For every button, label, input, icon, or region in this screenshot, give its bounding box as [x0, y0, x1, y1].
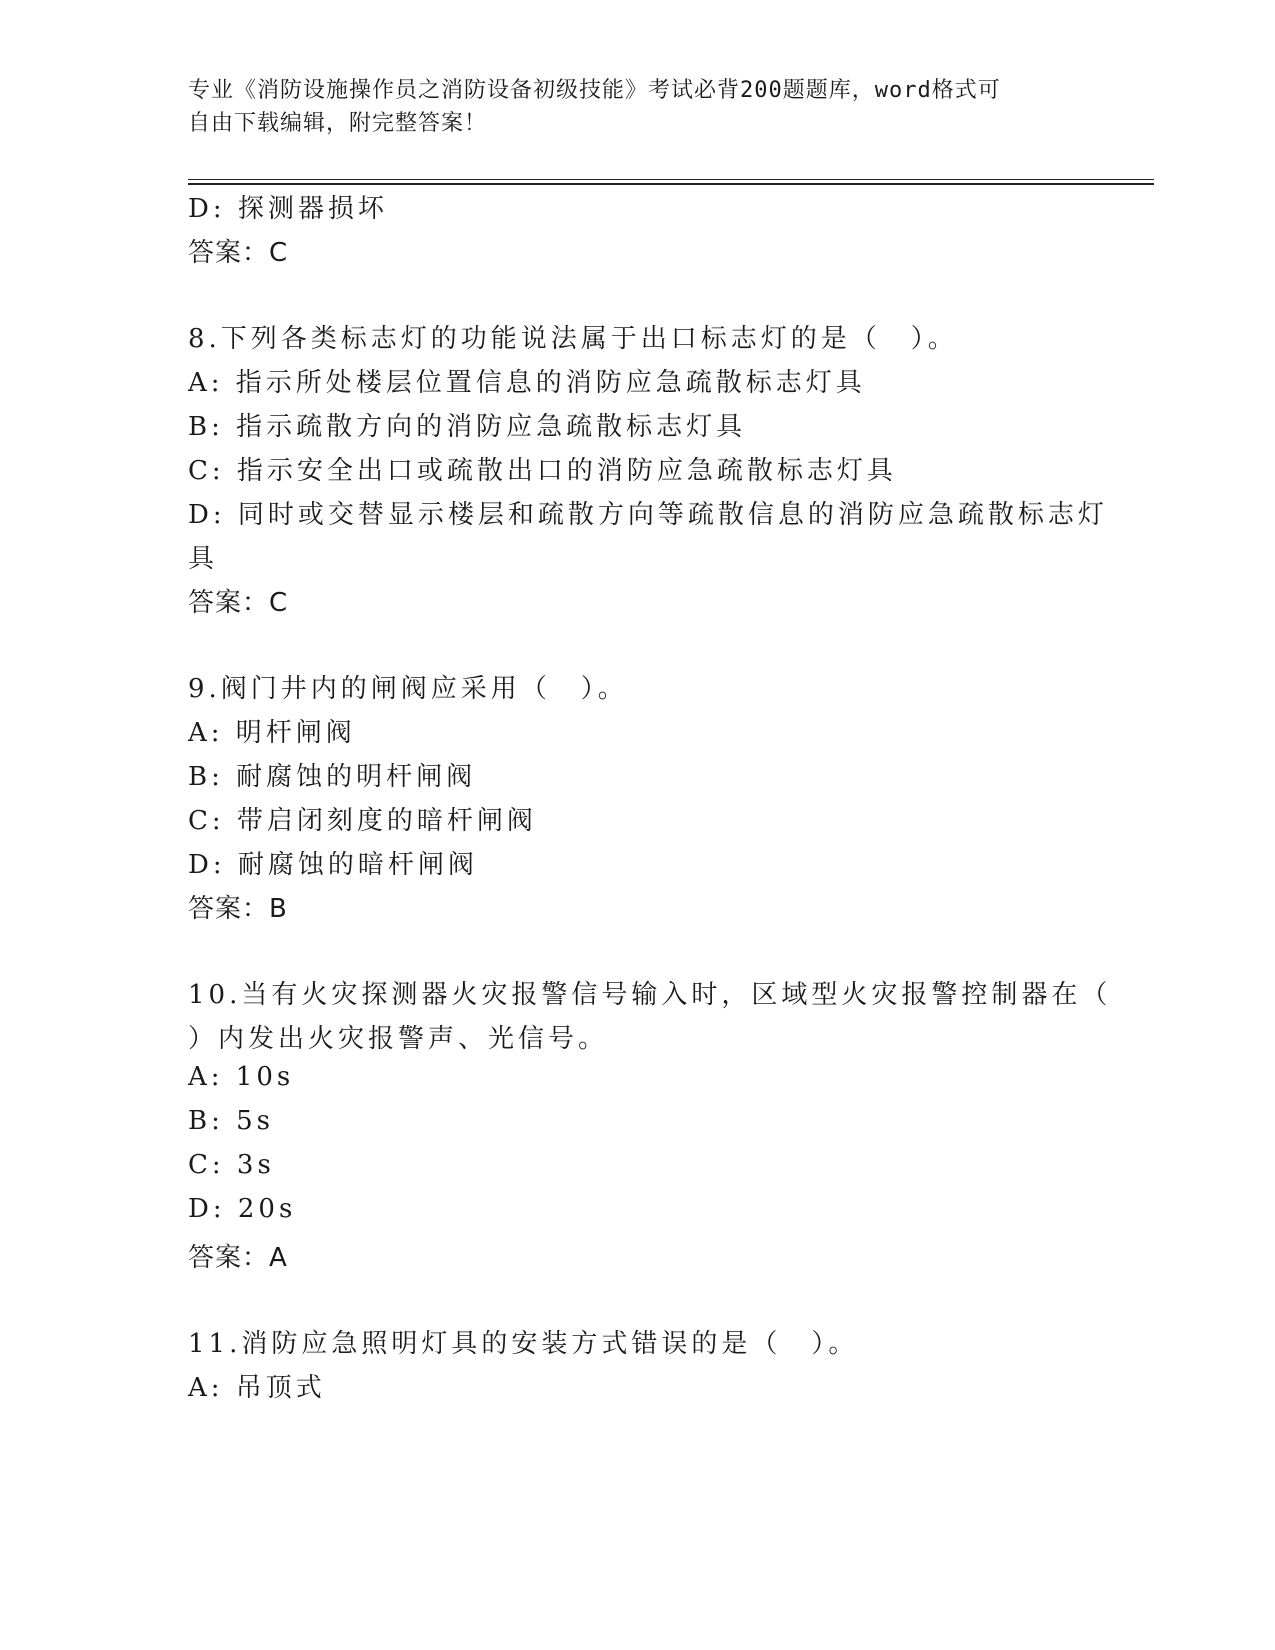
q9-option-d: D: 耐腐蚀的暗杆闸阀: [188, 850, 478, 880]
q10-answer: 答案：A: [188, 1243, 288, 1273]
header-line-2: 自由下载编辑，附完整答案！: [188, 111, 488, 136]
q8-option-c: C: 指示安全出口或疏散出口的消防应急疏散标志灯具: [188, 456, 897, 486]
q9-option-b: B: 耐腐蚀的明杆闸阀: [188, 762, 477, 792]
document-header: [188, 74, 1068, 140]
question-10-line-1: 10.当有火灾探测器火灾报警信号输入时，区域型火灾报警控制器在（: [188, 980, 1112, 1010]
question-8: 8.下列各类标志灯的功能说法属于出口标志灯的是（ ）。: [188, 324, 958, 354]
header-line-1: 专业《消防设施操作员之消防设备初级技能》考试必背200题题库，word格式可: [188, 78, 1001, 103]
header-divider-thin: [188, 179, 1154, 180]
question-9: 9.阀门井内的闸阀应采用（ ）。: [188, 674, 628, 704]
q9-answer: 答案：B: [188, 894, 288, 924]
q11-option-a: A: 吊顶式: [188, 1373, 326, 1403]
option-d-fragment: D: 探测器损坏: [188, 194, 388, 224]
q8-option-d-line-1: D: 同时或交替显示楼层和疏散方向等疏散信息的消防应急疏散标志灯: [188, 500, 1108, 530]
q9-option-c: C: 带启闭刻度的暗杆闸阀: [188, 806, 537, 836]
q8-answer: 答案：C: [188, 588, 289, 618]
answer-fragment: 答案：C: [188, 238, 289, 268]
q8-option-d-line-2: 具: [188, 544, 219, 574]
q10-option-d: D: 20s: [188, 1194, 297, 1224]
question-11: 11.消防应急照明灯具的安装方式错误的是（ ）。: [188, 1329, 859, 1359]
q8-option-a: A: 指示所处楼层位置信息的消防应急疏散标志灯具: [188, 368, 866, 398]
q8-option-b: B: 指示疏散方向的消防应急疏散标志灯具: [188, 412, 747, 442]
q10-option-a: A: 10s: [188, 1062, 295, 1092]
question-10-line-2: ）内发出火灾报警声、光信号。: [188, 1024, 609, 1054]
q10-option-c: C: 3s: [188, 1150, 275, 1180]
header-divider-thick: [188, 183, 1154, 185]
q10-option-b: B: 5s: [188, 1106, 275, 1136]
q9-option-a: A: 明杆闸阀: [188, 718, 356, 748]
